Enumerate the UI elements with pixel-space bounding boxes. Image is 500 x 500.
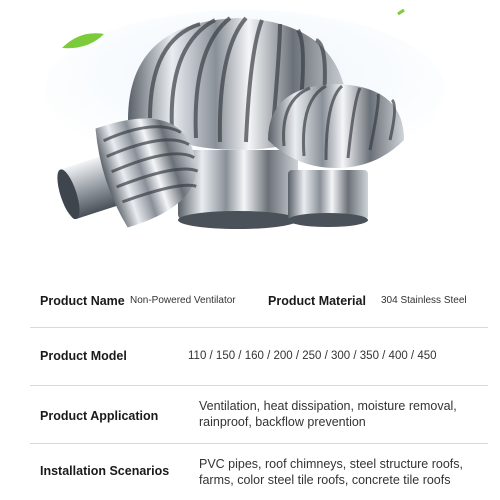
product-material-label: Product Material	[268, 294, 366, 308]
spec-row-model	[30, 327, 488, 386]
installation-scenarios-value-line1: PVC pipes, roof chimneys, steel structure roofs,	[199, 457, 463, 471]
product-name-label: Product Name	[40, 294, 125, 308]
spec-row-installation	[30, 443, 488, 500]
product-name-value: Non-Powered Ventilator	[130, 295, 236, 306]
product-model-value: 110 / 150 / 160 / 200 / 250 / 300 / 350 / 400 / 450	[188, 350, 437, 362]
spec-row-application	[30, 385, 488, 444]
installation-scenarios-value-line2: farms, color steel tile roofs, concrete tile roofs	[199, 473, 451, 487]
spec-row-name-material	[30, 265, 488, 328]
product-material-value: 304 Stainless Steel	[381, 295, 467, 306]
product-application-value-line2: rainproof, backflow prevention	[199, 415, 366, 429]
product-application-value-line1: Ventilation, heat dissipation, moisture removal,	[199, 399, 457, 413]
product-application-label: Product Application	[40, 409, 159, 423]
product-model-label: Product Model	[40, 349, 127, 363]
installation-scenarios-label: Installation Scenarios	[40, 464, 170, 478]
